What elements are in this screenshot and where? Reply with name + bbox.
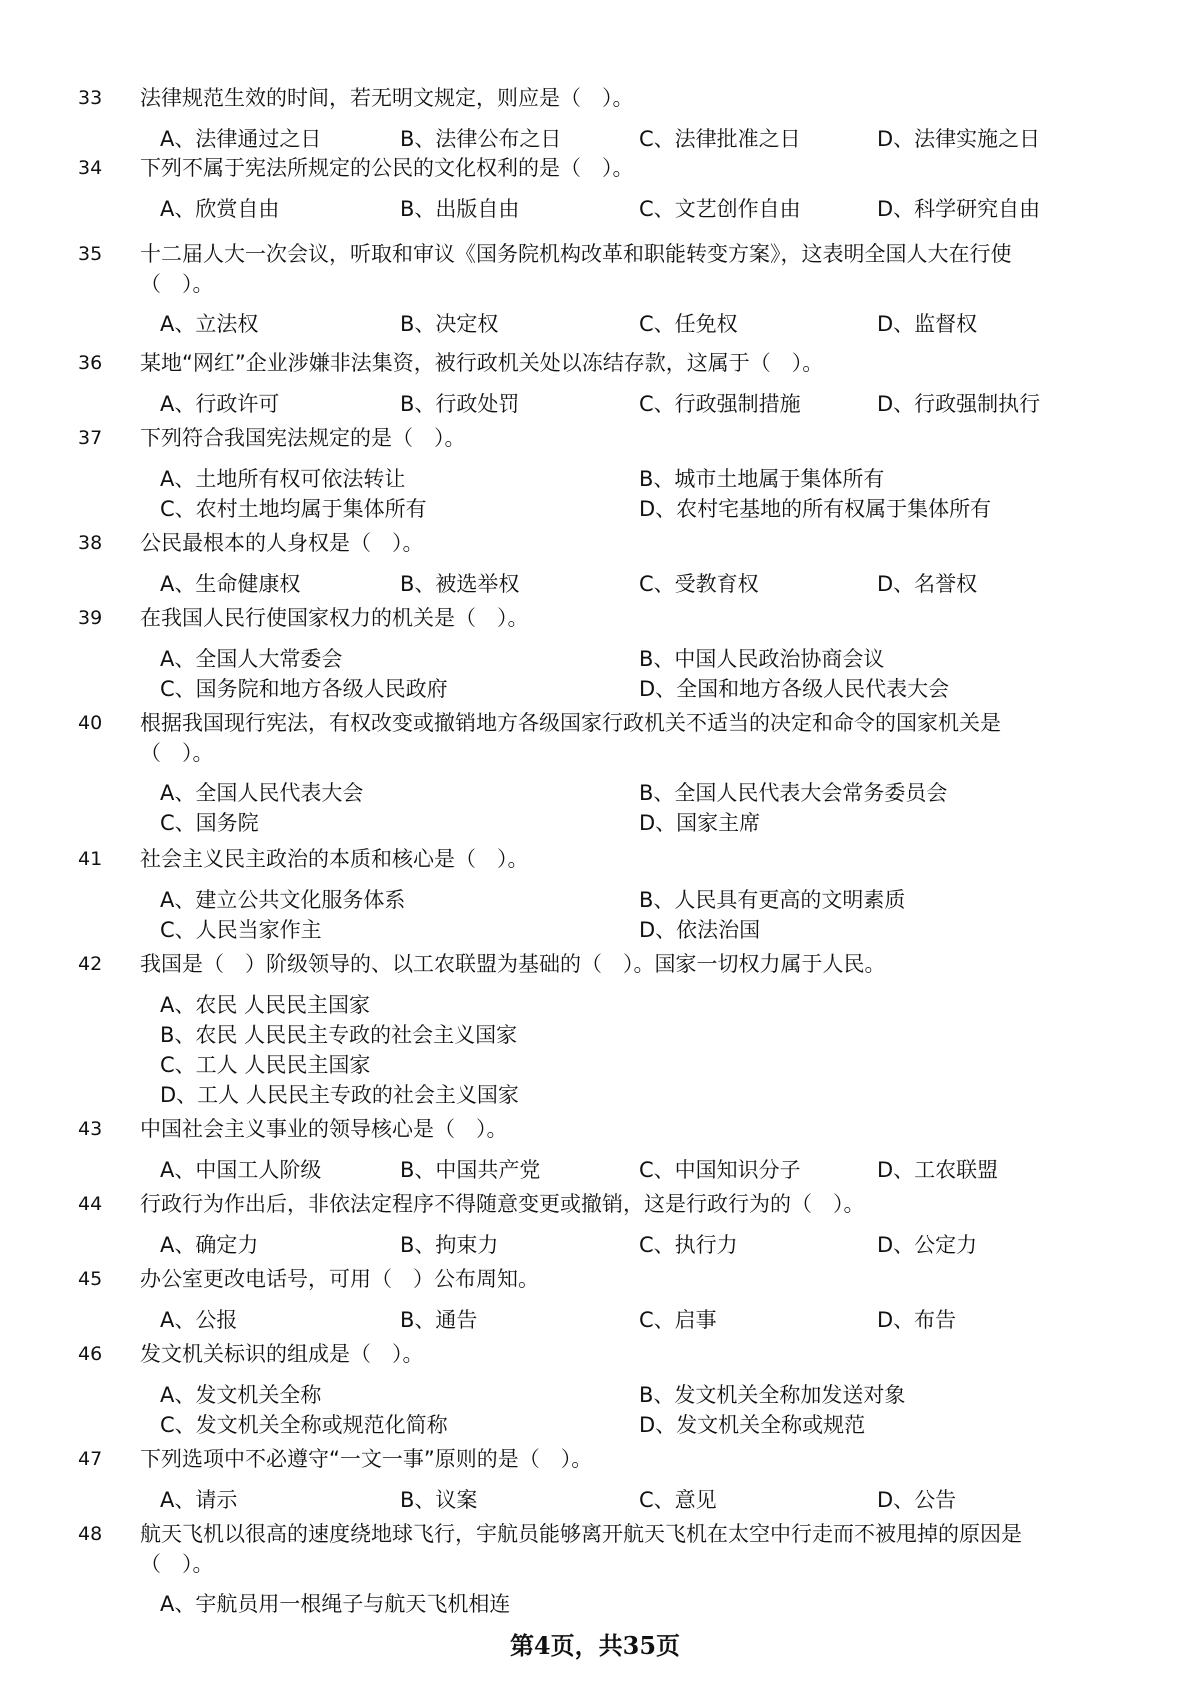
option-d: D、公告 (877, 1488, 957, 1512)
option-d: D、全国和地方各级人民代表大会 (639, 677, 950, 701)
question-number: 45 (78, 1268, 103, 1290)
question-number: 46 (78, 1343, 103, 1365)
question-text: 下列选项中不必遵守“一文一事”原则的是（ ）。 (140, 1447, 593, 1471)
option-d: D、工人 人民民主专政的社会主义国家 (160, 1083, 519, 1107)
option-a: A、中国工人阶级 (160, 1158, 322, 1182)
option-c: C、法律批准之日 (639, 127, 801, 151)
question-number: 47 (78, 1448, 103, 1470)
option-b: B、议案 (400, 1488, 478, 1512)
question-number: 36 (78, 352, 103, 374)
option-a: A、发文机关全称 (160, 1383, 322, 1407)
option-c: C、中国知识分子 (639, 1158, 801, 1182)
option-b: B、拘束力 (400, 1233, 499, 1257)
question-text: 发文机关标识的组成是（ ）。 (140, 1342, 424, 1366)
option-d: D、名誉权 (877, 572, 978, 596)
option-d: D、布告 (877, 1308, 957, 1332)
option-c: C、工人 人民民主国家 (160, 1053, 371, 1077)
option-d: D、法律实施之日 (877, 127, 1041, 151)
option-c: C、农村土地均属于集体所有 (160, 497, 427, 521)
option-b: B、被选举权 (400, 572, 520, 596)
option-b: B、城市土地属于集体所有 (639, 467, 885, 491)
question-number: 37 (78, 427, 103, 449)
question-number: 35 (78, 243, 103, 265)
option-c: C、启事 (639, 1308, 717, 1332)
option-b: B、法律公布之日 (400, 127, 562, 151)
option-c: C、国务院和地方各级人民政府 (160, 677, 448, 701)
option-d: D、工农联盟 (877, 1158, 999, 1182)
option-a: A、欣赏自由 (160, 197, 280, 221)
question-text: 社会主义民主政治的本质和核心是（ ）。 (140, 847, 529, 871)
question-text: 航天飞机以很高的速度绕地球飞行，宇航员能够离开航天飞机在太空中行走而不被甩掉的原因是（ ）。 (140, 1522, 1022, 1576)
option-b: B、出版自由 (400, 197, 520, 221)
option-d: D、监督权 (877, 312, 978, 336)
question-text: 下列不属于宪法所规定的公民的文化权利的是（ ）。 (140, 156, 634, 180)
option-b: B、人民具有更高的文明素质 (639, 888, 906, 912)
option-b: B、发文机关全称加发送对象 (639, 1383, 906, 1407)
option-b: B、行政处罚 (400, 392, 520, 416)
option-c: C、行政强制措施 (639, 392, 801, 416)
option-b: B、通告 (400, 1308, 478, 1332)
option-b: B、中国人民政治协商会议 (639, 647, 885, 671)
option-c: C、任免权 (639, 312, 738, 336)
question-text: 某地“网红”企业涉嫌非法集资，被行政机关处以冻结存款，这属于（ ）。 (140, 351, 824, 375)
option-d: D、行政强制执行 (877, 392, 1041, 416)
question-number: 43 (78, 1118, 103, 1140)
question-text: 下列符合我国宪法规定的是（ ）。 (140, 426, 466, 450)
option-b: B、全国人民代表大会常务委员会 (639, 781, 948, 805)
option-d: D、国家主席 (639, 811, 761, 835)
option-a: A、公报 (160, 1308, 238, 1332)
option-a: A、确定力 (160, 1233, 259, 1257)
page-footer: 第4页，共35页 (509, 1631, 681, 1660)
option-c: C、国务院 (160, 811, 259, 835)
question-number: 44 (78, 1193, 103, 1215)
question-number: 40 (78, 712, 103, 734)
option-a: A、宇航员用一根绳子与航天飞机相连 (160, 1592, 511, 1616)
option-c: C、发文机关全称或规范化简称 (160, 1413, 448, 1437)
option-d: D、公定力 (877, 1233, 978, 1257)
option-d: D、依法治国 (639, 918, 761, 942)
option-a: A、全国人民代表大会 (160, 781, 364, 805)
question-text: 我国是（ ）阶级领导的、以工农联盟为基础的（ ）。国家一切权力属于人民。 (140, 952, 886, 976)
option-c: C、受教育权 (639, 572, 759, 596)
question-number: 41 (78, 848, 103, 870)
option-a: A、请示 (160, 1488, 238, 1512)
question-number: 38 (78, 532, 103, 554)
question-number: 48 (78, 1523, 103, 1545)
question-text: 十二届人大一次会议，听取和审议《国务院机构改革和职能转变方案》，这表明全国人大在行使（ ）。 (140, 242, 1012, 296)
option-d: D、农村宅基地的所有权属于集体所有 (639, 497, 992, 521)
option-b: B、中国共产党 (400, 1158, 541, 1182)
option-a: A、全国人大常委会 (160, 647, 343, 671)
question-number: 34 (78, 157, 103, 179)
option-c: C、文艺创作自由 (639, 197, 801, 221)
option-c: C、意见 (639, 1488, 717, 1512)
question-text: 中国社会主义事业的领导核心是（ ）。 (140, 1117, 508, 1141)
option-a: A、农民 人民民主国家 (160, 993, 371, 1017)
option-b: B、农民 人民民主专政的社会主义国家 (160, 1023, 518, 1047)
option-a: A、建立公共文化服务体系 (160, 888, 406, 912)
option-d: D、科学研究自由 (877, 197, 1041, 221)
option-a: A、生命健康权 (160, 572, 301, 596)
question-text: 公民最根本的人身权是（ ）。 (140, 531, 424, 555)
question-text: 办公室更改电话号，可用（ ）公布周知。 (140, 1267, 539, 1291)
question-number: 39 (78, 607, 103, 629)
option-c: C、执行力 (639, 1233, 738, 1257)
option-a: A、土地所有权可依法转让 (160, 467, 406, 491)
option-a: A、行政许可 (160, 392, 280, 416)
option-b: B、决定权 (400, 312, 499, 336)
question-text: 根据我国现行宪法，有权改变或撤销地方各级国家行政机关不适当的决定和命令的国家机关是（ ）。 (140, 711, 1001, 765)
option-c: C、人民当家作主 (160, 918, 322, 942)
option-d: D、发文机关全称或规范 (639, 1413, 866, 1437)
question-text: 法律规范生效的时间，若无明文规定，则应是（ ）。 (140, 86, 634, 110)
question-text: 行政行为作出后，非依法定程序不得随意变更或撤销，这是行政行为的（ ）。 (140, 1192, 865, 1216)
option-a: A、立法权 (160, 312, 259, 336)
question-number: 42 (78, 953, 103, 975)
question-number: 33 (78, 87, 103, 109)
option-a: A、法律通过之日 (160, 127, 322, 151)
question-text: 在我国人民行使国家权力的机关是（ ）。 (140, 606, 529, 630)
